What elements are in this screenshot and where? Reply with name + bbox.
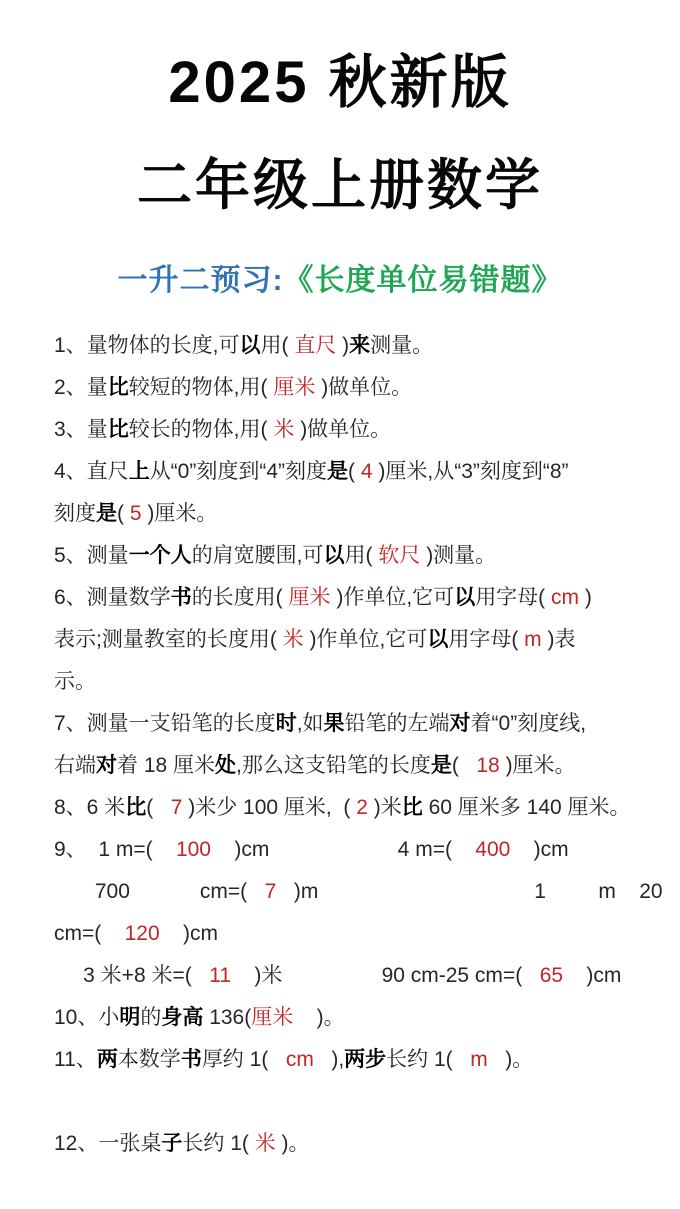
question-text-segment: )。 [275, 1132, 310, 1155]
answer-text: 米 [282, 628, 304, 651]
question-text-segment: )做单位。 [315, 376, 413, 399]
answer-text: m [524, 628, 542, 651]
question-line [54, 493, 626, 535]
question-text-segment: )表 [541, 628, 576, 651]
question-line [54, 619, 626, 661]
question-text-segment: ,如 [296, 712, 324, 735]
blank-line [54, 1081, 626, 1123]
question-text-segment: )米 90 cm-25 cm=( [231, 964, 540, 987]
question-text-segment: ( [348, 460, 361, 483]
question-text-segment: 比 [107, 376, 129, 399]
question-text-segment: )测量。 [420, 544, 497, 567]
question-text-segment: 8、6 米 [54, 796, 126, 819]
answer-text: 11 [209, 964, 232, 987]
question-line [54, 829, 626, 871]
answer-text: 米 [254, 1132, 276, 1155]
question-text-segment: 着“0”刻度线, [470, 712, 587, 735]
question-line [54, 367, 626, 409]
question-text-segment: 铅笔的左端 [344, 712, 450, 735]
question-text-segment: 厚约 1( [201, 1048, 286, 1071]
question-text-segment: ( [146, 796, 171, 819]
question-text-segment: 长约 1( [386, 1048, 471, 1071]
question-text-segment: 以 [239, 334, 261, 357]
question-text-segment: 上 [128, 460, 150, 483]
question-text-segment: 以 [323, 544, 345, 567]
answer-text: 厘米 [251, 1006, 294, 1029]
question-text-segment: 的 [140, 1006, 162, 1029]
answer-text: 18 [476, 754, 500, 777]
answer-text: 米 [273, 418, 295, 441]
question-text-segment: 9、 1 m=( [54, 838, 176, 861]
question-text-segment: 1、量物体的长度,可 [54, 334, 240, 357]
question-line [54, 1039, 626, 1081]
question-text-segment [54, 1090, 60, 1113]
answer-text: cm [551, 586, 580, 609]
question-text-segment: 以 [427, 628, 449, 651]
question-text-segment: )厘米。 [141, 502, 218, 525]
question-text-segment: 用字母( [448, 628, 525, 651]
question-text-segment: )做单位。 [294, 418, 392, 441]
question-text-segment: 4、直尺 [54, 460, 129, 483]
answer-text: m [470, 1048, 488, 1071]
answer-text: 4 [360, 460, 373, 483]
question-text-segment: )m 1 m 20 [276, 880, 663, 903]
question-text-segment: 本数学 [117, 1048, 181, 1071]
question-text-segment: 两步 [344, 1048, 387, 1071]
question-text-segment: 示。 [54, 670, 96, 693]
question-text-segment: 身高 [161, 1006, 204, 1029]
question-line [54, 577, 626, 619]
question-text-segment: 两 [96, 1048, 118, 1071]
question-text-segment: 一个人 [128, 544, 192, 567]
subtitle-book-title: 《长度单位易错题》 [283, 264, 563, 297]
question-text-segment: 是 [96, 502, 117, 525]
answer-text: 65 [539, 964, 564, 987]
question-line [54, 1123, 626, 1165]
question-text-segment: 700 cm=( [54, 880, 265, 903]
question-text-segment: 从“0”刻度到“4”刻度 [149, 460, 328, 483]
question-text-segment: ) [336, 334, 350, 357]
questions-list [54, 325, 663, 1165]
question-text-segment: )。 [293, 1006, 345, 1029]
question-text-segment: 用( [344, 544, 379, 567]
question-text-segment: 7、测量一支铅笔的长度 [54, 712, 276, 735]
question-text-segment: 明 [119, 1006, 141, 1029]
question-text-segment: )cm [563, 964, 622, 987]
worksheet-subtitle [0, 255, 680, 299]
question-text-segment: 较长的物体,用( [128, 418, 274, 441]
subtitle-prefix: 一升二预习: [117, 264, 284, 297]
question-text-segment: 3 米+8 米=( [54, 964, 210, 987]
question-line [54, 451, 626, 493]
question-text-segment: 右端 [54, 754, 96, 777]
page-title-edition: 2025 秋新版 [168, 50, 512, 115]
question-text-segment: ), [313, 1048, 345, 1071]
question-text-segment: 是 [430, 754, 452, 777]
question-line [54, 955, 626, 997]
question-line [54, 745, 626, 787]
question-text-segment: 着 18 厘米 [117, 754, 216, 777]
question-text-segment: )作单位,它可 [330, 586, 455, 609]
question-text-segment: ,那么这支铅笔的长度 [236, 754, 431, 777]
question-text-segment: )厘米,从“3”刻度到“8” [372, 460, 569, 483]
question-text-segment: 时 [275, 712, 297, 735]
question-line [54, 325, 626, 367]
question-text-segment: )作单位,它可 [303, 628, 428, 651]
question-text-segment: 子 [161, 1132, 183, 1155]
question-text-segment: 表示;测量教室的长度用( [54, 628, 283, 651]
question-text-segment: 对 [96, 754, 117, 777]
question-text-segment: ( [117, 502, 130, 525]
question-text-segment: 比 [107, 418, 129, 441]
question-text-segment: 以 [454, 586, 476, 609]
answer-text: 7 [264, 880, 277, 903]
question-text-segment: cm=( [54, 922, 125, 945]
question-text-segment: 对 [449, 712, 471, 735]
question-line [54, 661, 626, 703]
question-text-segment: 比 [401, 796, 423, 819]
answer-text: cm [285, 1048, 314, 1071]
question-text-segment: )cm 4 m=( [211, 838, 476, 861]
question-text-segment: 的长度用( [191, 586, 289, 609]
question-text-segment: 用( [260, 334, 295, 357]
question-text-segment: 较短的物体,用( [128, 376, 274, 399]
question-text-segment: ) [579, 586, 592, 609]
question-text-segment: 60 厘米多 140 厘米。 [422, 796, 631, 819]
question-line [54, 871, 663, 913]
question-text-segment: 用字母( [475, 586, 552, 609]
question-text-segment: 是 [327, 460, 349, 483]
question-text-segment: 刻度 [54, 502, 96, 525]
answer-text: 厘米 [273, 376, 316, 399]
question-text-segment: )米少 100 厘米, ( [182, 796, 357, 819]
question-text-segment: 比 [125, 796, 147, 819]
answer-text: 7 [170, 796, 183, 819]
answer-text: 100 [175, 838, 211, 861]
question-text-segment: 6、测量数学 [54, 586, 171, 609]
answer-text: 2 [356, 796, 368, 819]
question-line [54, 913, 626, 955]
question-text-segment: )厘米。 [499, 754, 576, 777]
question-text-segment: )cm [510, 838, 569, 861]
question-text-segment: )cm [159, 922, 218, 945]
question-text-segment: 136( [203, 1006, 252, 1029]
question-line [54, 997, 626, 1039]
question-text-segment: 来 [349, 334, 371, 357]
answer-text: 厘米 [288, 586, 331, 609]
question-text-segment: 11、 [54, 1048, 97, 1071]
answer-text: 软尺 [378, 544, 421, 567]
question-line [54, 409, 626, 451]
question-text-segment: 长约 1( [182, 1132, 255, 1155]
question-text-segment: 10、小 [54, 1006, 120, 1029]
question-text-segment: )。 [487, 1048, 534, 1071]
question-text-segment: 3、量 [54, 418, 108, 441]
page-title-grade: 二年级上册数学 [136, 154, 543, 216]
question-line [54, 703, 626, 745]
question-text-segment: 12、一张桌 [54, 1132, 162, 1155]
question-text-segment: ( [451, 754, 477, 777]
question-text-segment: 的肩宽腰围,可 [191, 544, 324, 567]
question-text-segment: 处 [215, 754, 237, 777]
question-line [54, 787, 631, 829]
answer-text: 120 [124, 922, 160, 945]
question-text-segment: )米 [367, 796, 402, 819]
answer-text: 400 [475, 838, 511, 861]
answer-text: 直尺 [294, 334, 337, 357]
question-line [54, 535, 626, 577]
question-text-segment: 测量。 [370, 334, 434, 357]
question-text-segment: 书 [170, 586, 192, 609]
answer-text: 5 [129, 502, 142, 525]
question-text-segment: 果 [323, 712, 345, 735]
question-text-segment: 2、量 [54, 376, 108, 399]
question-text-segment: 书 [180, 1048, 202, 1071]
question-text-segment: 5、测量 [54, 544, 129, 567]
